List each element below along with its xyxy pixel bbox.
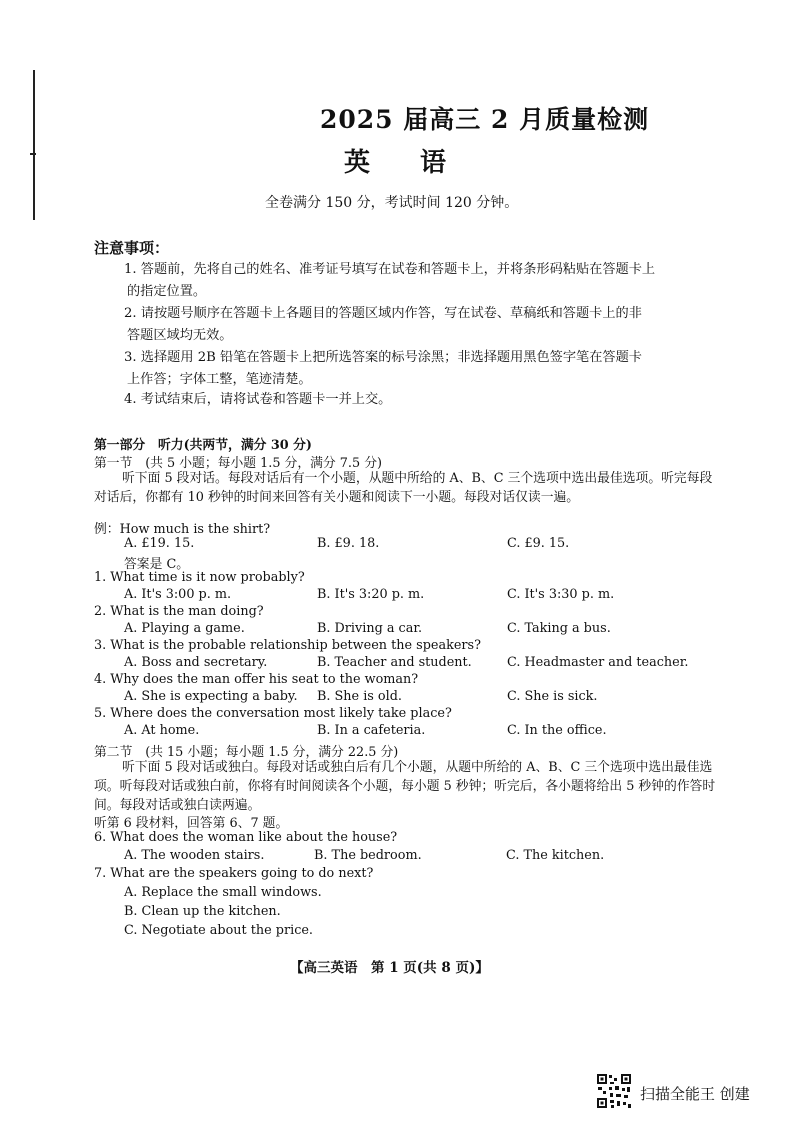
margin-binding-line <box>33 70 35 220</box>
notice-line: 2. 请按题号顺序在答题卡上各题目的答题区域内作答，写在试卷、草稿纸和答题卡上的非 <box>124 306 642 321</box>
margin-tick <box>30 153 36 155</box>
notice-line-cont: 答题区域均无效。 <box>127 328 233 343</box>
score-info: 全卷满分 150 分，考试时间 120 分钟。 <box>265 195 519 211</box>
option-c: C. In the office. <box>507 723 607 738</box>
example-answer: 答案是 C。 <box>124 557 190 572</box>
option-a: A. Boss and secretary. <box>124 655 268 670</box>
option-a: A. Replace the small windows. <box>124 885 322 900</box>
scanner-watermark: 扫描全能王 创建 <box>640 1085 750 1103</box>
subject-char-2: 语 <box>420 148 447 178</box>
option-b: B. She is old. <box>317 689 402 704</box>
question-1: 1. What time is it now probably? <box>94 570 305 585</box>
option-c: C. Negotiate about the price. <box>124 923 313 938</box>
part1-heading: 第一部分 听力(共两节，满分 30 分) <box>94 438 312 453</box>
subject-title <box>344 142 446 179</box>
material-note: 听第 6 段材料，回答第 6、7 题。 <box>94 816 289 831</box>
notice-item <box>124 389 714 411</box>
page-footer: 【高三英语 第 1 页(共 8 页)】 <box>290 960 489 976</box>
option-b: B. Driving a car. <box>317 621 423 636</box>
question-6: 6. What does the woman like about the house? <box>94 830 398 845</box>
section2-heading: 第二节 (共 15 小题；每小题 1.5 分，满分 22.5 分) <box>94 745 399 760</box>
question-7: 7. What are the speakers going to do next? <box>94 866 374 881</box>
notice-line: 3. 选择题用 2B 铅笔在答题卡上把所选答案的标号涂黑；非选择题用黑色签字笔在答题卡 <box>124 350 642 365</box>
question-2: 2. What is the man doing? <box>94 604 264 619</box>
section2-instructions: 听下面 5 段对话或独白。每段对话或独白后有几个小题，从题中所给的 A、B、C 三个选项中选出最佳选项。听每段对话或独白前，你将有时间阅读各个小题，每小题 5 秒钟；听完后，各小题将给出 5 秒钟的作答时间。每段对话或独白读两遍。 <box>94 760 716 813</box>
option-c: C. The kitchen. <box>506 848 605 863</box>
option-b: B. Clean up the kitchen. <box>124 904 281 919</box>
option-c: C. She is sick. <box>507 689 598 704</box>
option-b: B. It's 3:20 p. m. <box>317 587 425 602</box>
notice-line: 1. 答题前，先将自己的姓名、准考证号填写在试卷和答题卡上，并将条形码粘贴在答题卡上 <box>124 262 656 277</box>
question-5: 5. Where does the conversation most likely take place? <box>94 706 452 721</box>
option-a: A. She is expecting a baby. <box>124 689 298 704</box>
section1-heading: 第一节 (共 5 小题；每小题 1.5 分，满分 7.5 分) <box>94 456 382 471</box>
option-a: A. At home. <box>124 723 200 738</box>
question-4: 4. Why does the man offer his seat to the woman? <box>94 672 419 687</box>
option-b: B. The bedroom. <box>314 848 422 863</box>
option-a: A. The wooden stairs. <box>124 848 265 863</box>
option-b: B. Teacher and student. <box>317 655 472 670</box>
notice-line-cont: 上作答；字体工整，笔迹清楚。 <box>127 372 312 387</box>
subject-char-1: 英 <box>344 148 371 178</box>
option-c: C. £9. 15. <box>507 536 570 551</box>
option-c: C. It's 3:30 p. m. <box>507 587 615 602</box>
option-a: A. It's 3:00 p. m. <box>124 587 232 602</box>
option-b: B. In a cafeteria. <box>317 723 426 738</box>
option-a: A. Playing a game. <box>124 621 245 636</box>
notice-line: 4. 考试结束后，请将试卷和答题卡一并上交。 <box>124 392 392 407</box>
option-c: C. Headmaster and teacher. <box>507 655 689 670</box>
section1-instructions: 听下面 5 段对话。每段对话后有一个小题，从题中所给的 A、B、C 三个选项中选出最佳选项。听完每段对话后，你都有 10 秒钟的时间来回答有关小题和阅读下一小题。每段对话仅读一遍。 <box>94 471 713 505</box>
notice-item <box>124 259 714 303</box>
notice-item <box>124 347 714 391</box>
example-question: 例：How much is the shirt? <box>94 522 271 537</box>
notice-title: 注意事项： <box>94 239 170 257</box>
notice-item <box>124 303 714 347</box>
question-3: 3. What is the probable relationship between the speakers? <box>94 638 481 653</box>
option-a: A. £19. 15. <box>124 536 195 551</box>
notice-line-cont: 的指定位置。 <box>127 284 207 299</box>
option-b: B. £9. 18. <box>317 536 380 551</box>
qr-code-icon <box>596 1073 632 1109</box>
exam-title: 2025 届高三 2 月质量检测 <box>320 105 650 134</box>
option-c: C. Taking a bus. <box>507 621 611 636</box>
